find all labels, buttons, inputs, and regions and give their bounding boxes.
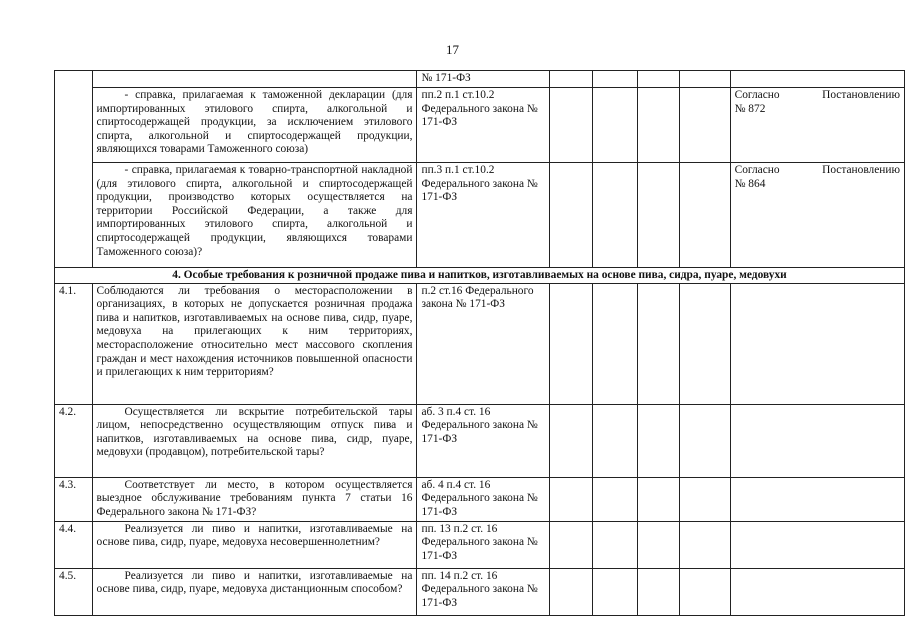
- extra-cell: [680, 404, 730, 477]
- row-number: 4.5.: [55, 568, 93, 615]
- question-cell: Реализуется ли пиво и напитки, изготавливаемые на основе пива, сидр, пуаре, медовуха дистанционным способом?: [92, 568, 417, 615]
- page-number: 17: [446, 42, 459, 57]
- note-cell: Согласно Постановлению № 872: [730, 88, 904, 163]
- question-cell: [92, 71, 417, 88]
- na-cell: [637, 521, 680, 568]
- table-row: [55, 88, 905, 163]
- yes-cell: [550, 568, 593, 615]
- yes-cell: [550, 163, 593, 268]
- reference-cell: № 171-ФЗ: [417, 71, 550, 88]
- na-cell: [637, 568, 680, 615]
- extra-cell: [680, 283, 730, 404]
- table-row: [55, 283, 905, 404]
- question-cell: - справка, прилагаемая к таможенной декларации (для импортированных этилового спирта, алкогольной и спиртосодержащей продукции, за исключением этилового спирта, алкогольной и спиртосодержащей продукции, являющихся товарами Таможенного союза): [92, 88, 417, 163]
- table-row: [55, 163, 905, 268]
- row-number: 4.1.: [55, 283, 93, 404]
- no-cell: [592, 163, 637, 268]
- no-cell: [592, 568, 637, 615]
- yes-cell: [550, 71, 593, 88]
- yes-cell: [550, 477, 593, 521]
- yes-cell: [550, 404, 593, 477]
- extra-cell: [680, 521, 730, 568]
- table-row: [55, 71, 905, 88]
- row-number: [55, 71, 93, 268]
- na-cell: [637, 283, 680, 404]
- na-cell: [637, 404, 680, 477]
- note-cell: [730, 283, 904, 404]
- checklist-table: [54, 70, 905, 616]
- reference-cell: аб. 4 п.4 ст. 16 Федерального закона № 171-ФЗ: [417, 477, 550, 521]
- yes-cell: [550, 521, 593, 568]
- reference-cell: пп. 13 п.2 ст. 16 Федерального закона № 171-ФЗ: [417, 521, 550, 568]
- extra-cell: [680, 568, 730, 615]
- table-row: [55, 568, 905, 615]
- table-row: [55, 404, 905, 477]
- extra-cell: [680, 88, 730, 163]
- reference-cell: пп. 14 п.2 ст. 16 Федерального закона № 171-ФЗ: [417, 568, 550, 615]
- question-cell: Осуществляется ли вскрытие потребительской тары лицом, непосредственно осуществляющим отпуск пива и напитков, изготавливаемых на основе пива, сидр, пуаре, медовухи (продавцом), потребительской тары?: [92, 404, 417, 477]
- extra-cell: [680, 477, 730, 521]
- row-number: 4.4.: [55, 521, 93, 568]
- section-title: 4. Особые требования к розничной продаже пива и напитков, изготавливаемых на основе пива, сидра, пуаре, медовухи: [55, 268, 905, 284]
- no-cell: [592, 88, 637, 163]
- extra-cell: [680, 163, 730, 268]
- no-cell: [592, 283, 637, 404]
- note-cell: [730, 477, 904, 521]
- na-cell: [637, 477, 680, 521]
- yes-cell: [550, 283, 593, 404]
- table-row: [55, 477, 905, 521]
- no-cell: [592, 477, 637, 521]
- extra-cell: [680, 71, 730, 88]
- na-cell: [637, 163, 680, 268]
- note-cell: [730, 521, 904, 568]
- yes-cell: [550, 88, 593, 163]
- reference-cell: аб. 3 п.4 ст. 16 Федерального закона № 171-ФЗ: [417, 404, 550, 477]
- question-cell: - справка, прилагаемая к товарно-транспортной накладной (для этилового спирта, алкогольной и спиртосодержащей продукции, производство которых осуществляется на территории Российской Федерации, а также для импортированных этилового спирта, алкогольной и спиртосодержащей продукции, являющихся товарами Таможенного союза)?: [92, 163, 417, 268]
- reference-cell: п.2 ст.16 Федерального закона № 171-ФЗ: [417, 283, 550, 404]
- row-number: 4.3.: [55, 477, 93, 521]
- na-cell: [637, 71, 680, 88]
- reference-cell: пп.2 п.1 ст.10.2 Федерального закона № 171-ФЗ: [417, 88, 550, 163]
- na-cell: [637, 88, 680, 163]
- row-number: 4.2.: [55, 404, 93, 477]
- no-cell: [592, 404, 637, 477]
- reference-cell: пп.3 п.1 ст.10.2 Федерального закона № 171-ФЗ: [417, 163, 550, 268]
- question-cell: Реализуется ли пиво и напитки, изготавливаемые на основе пива, сидр, пуаре, медовуха несовершеннолетним?: [92, 521, 417, 568]
- note-cell: [730, 71, 904, 88]
- note-cell: Согласно Постановлению № 864: [730, 163, 904, 268]
- section-header-row: [55, 268, 905, 284]
- question-cell: Соблюдаются ли требования о месторасположении в организациях, в которых не допускается розничная продажа пива и напитков, изготавливаемых на основе пива, сидр, пуаре, медовуха на прилегающих к ним территориях, месторасположение относительно мест массового скопления граждан и мест нахождения источников повышенной опасности и прилегающих к ним территориям?: [92, 283, 417, 404]
- note-cell: [730, 404, 904, 477]
- no-cell: [592, 71, 637, 88]
- question-cell: Соответствует ли место, в котором осуществляется выездное обслуживание требованиям пункта 7 статьи 16 Федерального закона № 171-ФЗ?: [92, 477, 417, 521]
- no-cell: [592, 521, 637, 568]
- note-cell: [730, 568, 904, 615]
- table-row: [55, 521, 905, 568]
